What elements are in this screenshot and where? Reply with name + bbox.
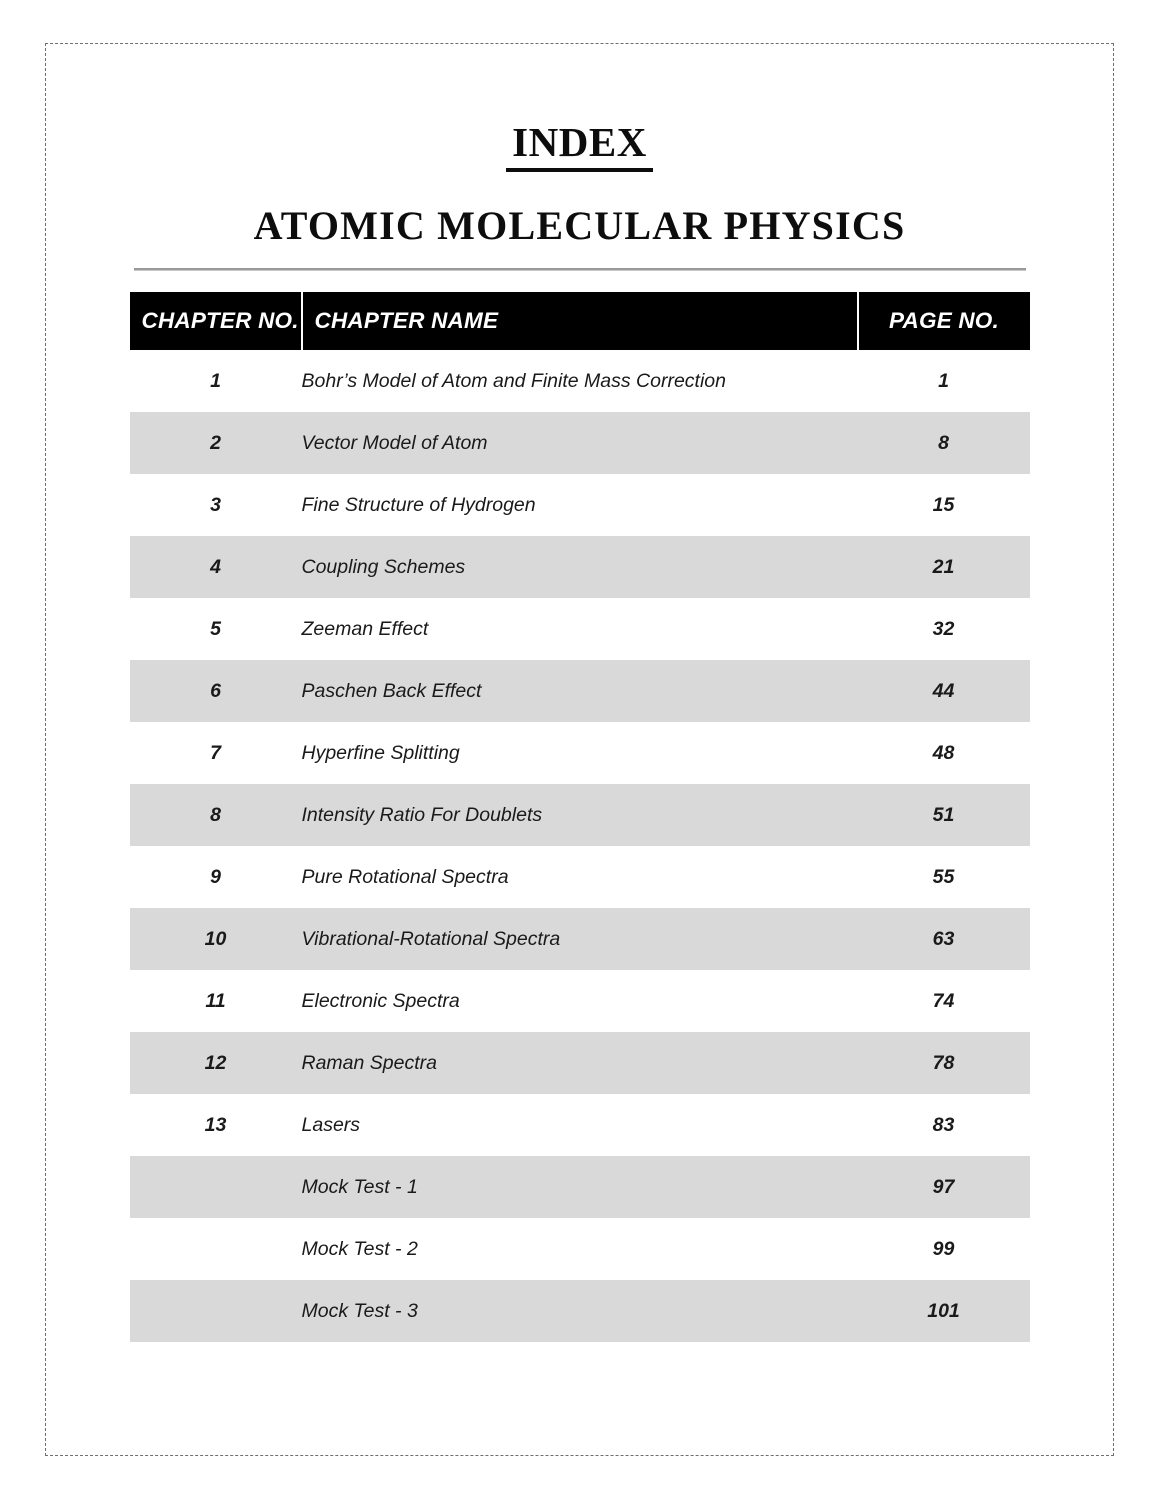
table-row <box>130 598 1030 660</box>
cell-chapter-name: Raman Spectra <box>302 1032 858 1094</box>
cell-page-no: 21 <box>858 536 1030 598</box>
cell-chapter-no: 7 <box>130 722 302 784</box>
table-row <box>130 1280 1030 1342</box>
cell-chapter-no: 10 <box>130 908 302 970</box>
table-row <box>130 722 1030 784</box>
cell-chapter-name: Pure Rotational Spectra <box>302 846 858 908</box>
cell-chapter-name: Paschen Back Effect <box>302 660 858 722</box>
table-row <box>130 1094 1030 1156</box>
cell-chapter-name: Bohr’s Model of Atom and Finite Mass Correction <box>302 350 858 412</box>
page-title <box>45 43 1114 172</box>
cell-chapter-name: Mock Test - 2 <box>302 1218 858 1280</box>
table-row <box>130 908 1030 970</box>
cell-page-no: 51 <box>858 784 1030 846</box>
cell-page-no: 78 <box>858 1032 1030 1094</box>
cell-chapter-no: 13 <box>130 1094 302 1156</box>
cell-chapter-name: Zeeman Effect <box>302 598 858 660</box>
cell-page-no: 1 <box>858 350 1030 412</box>
cell-page-no: 44 <box>858 660 1030 722</box>
table-header-row <box>130 292 1030 350</box>
cell-chapter-name: Lasers <box>302 1094 858 1156</box>
cell-chapter-no: 6 <box>130 660 302 722</box>
table-row <box>130 1032 1030 1094</box>
cell-chapter-no: 3 <box>130 474 302 536</box>
cell-chapter-name: Mock Test - 3 <box>302 1280 858 1342</box>
table-row <box>130 846 1030 908</box>
cell-page-no: 48 <box>858 722 1030 784</box>
table-row <box>130 474 1030 536</box>
cell-page-no: 32 <box>858 598 1030 660</box>
cell-chapter-name: Mock Test - 1 <box>302 1156 858 1218</box>
table-row <box>130 1156 1030 1218</box>
index-table <box>130 292 1030 1342</box>
cell-chapter-name: Coupling Schemes <box>302 536 858 598</box>
column-header-chapter-name: CHAPTER NAME <box>302 292 858 350</box>
cell-page-no: 15 <box>858 474 1030 536</box>
cell-chapter-name: Electronic Spectra <box>302 970 858 1032</box>
cell-chapter-no: 5 <box>130 598 302 660</box>
table-row <box>130 536 1030 598</box>
cell-chapter-no <box>130 1280 302 1342</box>
table-row <box>130 350 1030 412</box>
column-header-chapter-no: CHAPTER NO. <box>130 292 302 350</box>
table-row <box>130 784 1030 846</box>
cell-chapter-no: 4 <box>130 536 302 598</box>
table-row <box>130 1218 1030 1280</box>
page-title-text: INDEX <box>506 122 653 172</box>
cell-chapter-no: 11 <box>130 970 302 1032</box>
cell-chapter-name: Fine Structure of Hydrogen <box>302 474 858 536</box>
page-content <box>45 43 1114 1456</box>
cell-page-no: 8 <box>858 412 1030 474</box>
subject-title: ATOMIC MOLECULAR PHYSICS <box>253 203 906 248</box>
cell-chapter-no <box>130 1218 302 1280</box>
cell-chapter-name: Vibrational-Rotational Spectra <box>302 908 858 970</box>
cell-chapter-no: 1 <box>130 350 302 412</box>
table-header <box>130 292 1030 350</box>
cell-page-no: 97 <box>858 1156 1030 1218</box>
cell-page-no: 99 <box>858 1218 1030 1280</box>
cell-page-no: 101 <box>858 1280 1030 1342</box>
cell-chapter-no: 12 <box>130 1032 302 1094</box>
cell-chapter-no: 8 <box>130 784 302 846</box>
table-row <box>130 412 1030 474</box>
cell-chapter-name: Hyperfine Splitting <box>302 722 858 784</box>
cell-page-no: 55 <box>858 846 1030 908</box>
table-row <box>130 660 1030 722</box>
cell-page-no: 63 <box>858 908 1030 970</box>
cell-page-no: 74 <box>858 970 1030 1032</box>
cell-chapter-name: Intensity Ratio For Doublets <box>302 784 858 846</box>
cell-chapter-no: 9 <box>130 846 302 908</box>
cell-chapter-name: Vector Model of Atom <box>302 412 858 474</box>
title-divider <box>134 268 1026 271</box>
column-header-page-no: PAGE NO. <box>858 292 1030 350</box>
table-body <box>130 350 1030 1342</box>
cell-chapter-no: 2 <box>130 412 302 474</box>
cell-chapter-no <box>130 1156 302 1218</box>
cell-page-no: 83 <box>858 1094 1030 1156</box>
table-row <box>130 970 1030 1032</box>
